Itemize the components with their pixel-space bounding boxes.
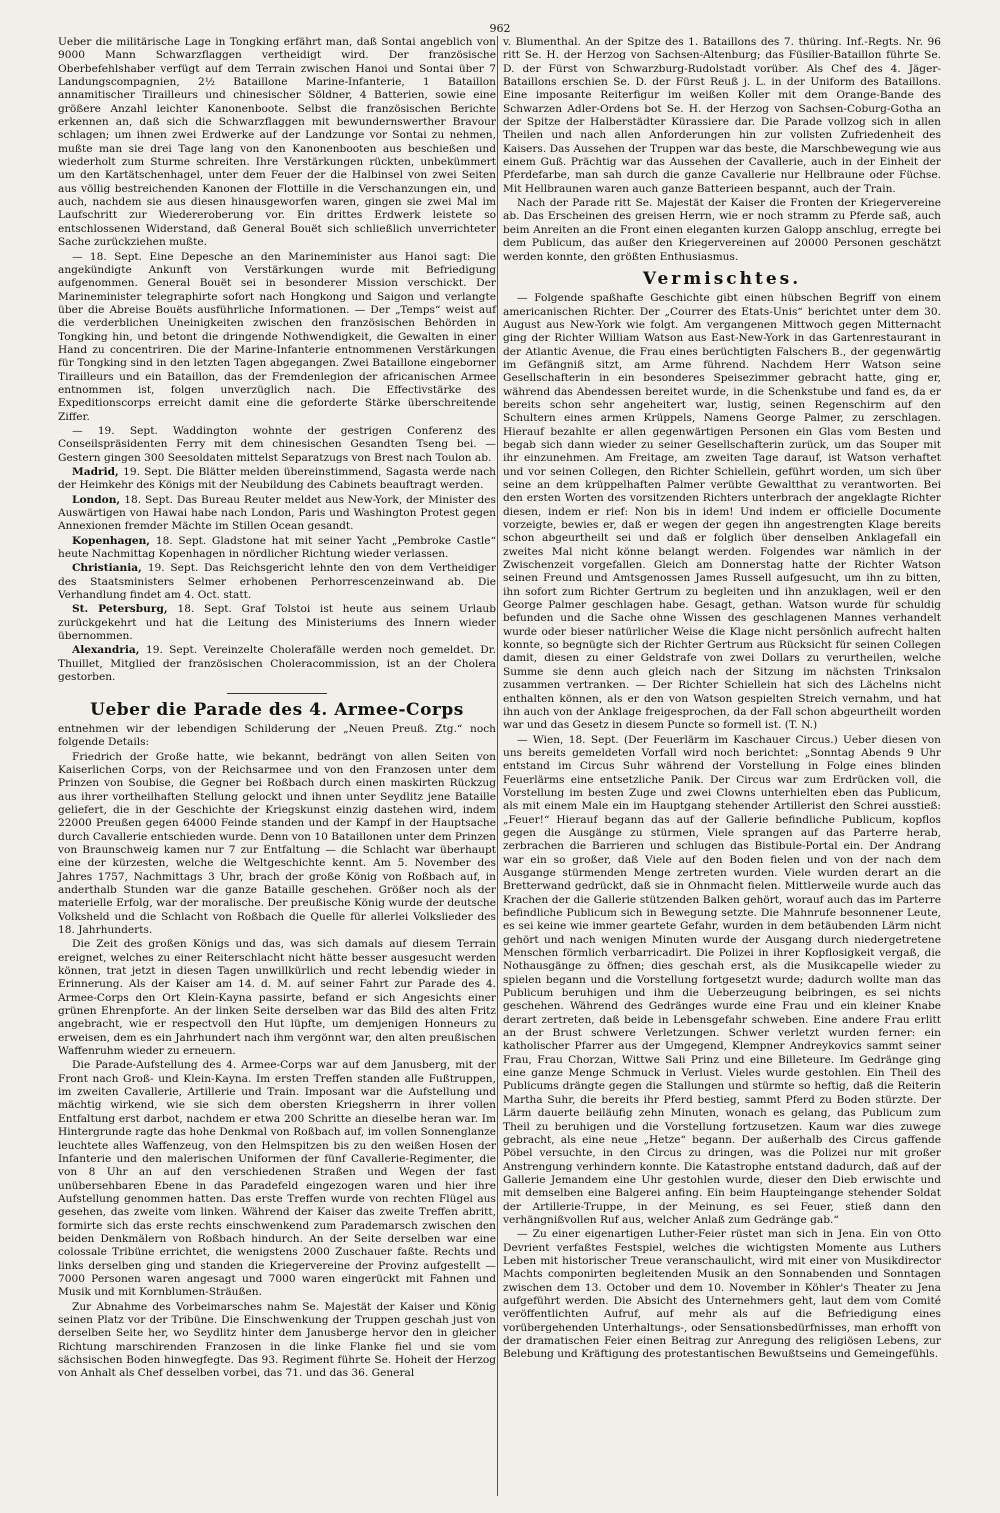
paragraph-text: 19. Sept. Vereinzelte Cholerafälle werden noch gemeldet. Dr. Thuillet, Mitglied der französischen Choleracommission, ist an der Cholera gestorben.	[58, 644, 496, 684]
news-reports	[58, 36, 496, 685]
left-column	[58, 36, 496, 1382]
paragraph-text: 18. Sept. Graf Tolstoi ist heute aus seinem Urlaub zurückgekehrt und hat die Leitung des Ministeriums des Innern wieder übernommen.	[58, 603, 496, 643]
misc-paragraph	[503, 734, 941, 1228]
paragraph-text: — Zu einer eigenartigen Luther-Feier rüstet man sich in Jena. Ein von Otto Devrient verfaßtes Festspiel, welches die wichtigsten Momente aus Luthers Leben mit historischer Treue veranschaulicht, wird mit einer von Musikdirector Machts componirten begleitenden Musik an den Sonnabenden und Sonntagen zwischen dem 13. October und dem 10. November in Köhler's Theater zu Jena aufgeführt werden. Die Absicht des Unternehmers geht, laut dem vom Comité veröffentlichten Aufruf, auf mehr als auf die Befriedigung eines vorübergehenden Unterhaltungs-, oder Sensationsbedürfnisses, man erhofft von der dramatischen Feier einen Beitrag zur Anregung des religiösen Lebens, zur Belebung und Kräftigung des protestantischen Bewußtseins und Gemeingefühls.	[503, 1228, 941, 1361]
paragraph-text: Nach der Parade ritt Se. Majestät der Kaiser die Fronten der Kriegervereine ab. Das Erscheinen des greisen Herrn, wie er noch stramm zu Pferde saß, auch beim Anreiten an die Front einen eleganten kurzen Galopp anschlug, erregte bei dem Publicum, das außer den Kriegervereinen auf 20000 Personen geschätzt werden konnte, den größten Enthusiasmus.	[503, 197, 941, 263]
news-paragraph	[58, 603, 496, 643]
news-paragraph	[58, 494, 496, 534]
paragraph-text: Zur Abnahme des Vorbeimarsches nahm Se. Majestät der Kaiser und König seinen Platz vor der Tribüne. Die Einschwenkung der Truppen geschah just von derselben Seite her, wo Seydlitz hinter dem Janusberge hervor den in gleicher Richtung marschirenden Franzosen in die linke Flanke fiel und sie vom sächsischen Boden hinwegfegte. Das 93. Regiment führte Se. Hoheit der Herzog von Anhalt als Chef desselben vorbei, das 71. und das 36. General	[58, 1300, 496, 1380]
dateline: Christiania,	[72, 562, 148, 575]
column-divider	[497, 36, 498, 1496]
paragraph-text: v. Blumenthal. An der Spitze des 1. Bataillons des 7. thüring. Inf.-Regts. Nr. 96 ritt Se. H. der Herzog von Sachsen-Altenburg; das Füsilier-Bataillon führte Se. D. der Fürst von Schwarzburg-Rudolstadt vorüber. Als Chef des 4. Jäger-Bataillons erschien Se. D. der Fürst Reuß j. L. in der Uniform des Bataillons. Eine imposante Reiterfigur im weißen Koller mit dem Orange-Bande des Schwarzen Adler-Ordens bot Se. H. der Herzog von Sachsen-Coburg-Gotha an der Spitze der Halberstädter Kürassiere dar. Die Parade vollzog sich in allen Theilen und nach allen Anforderungen hin zur vollsten Zufriedenheit des Kaisers. Das Aussehen der Truppen war das beste, die Marschbewegung wie aus einem Guß. Prächtig war das Aussehen der Cavallerie, auch in der Einheit der Pferdefarbe, man sah durch die ganze Cavallerie nur Hellbraune oder Füchse. Mit Hellbraunen waren auch ganze Batterieen bespannt, auch der Train.	[503, 36, 941, 195]
misc-paragraph	[503, 292, 941, 732]
parade-paragraph	[58, 1059, 496, 1299]
parade-paragraph	[58, 938, 496, 1058]
parade-paragraph	[58, 1301, 496, 1381]
paragraph-text: 18. Sept. Gladstone hat mit seiner Yacht „Pembroke Castle“ heute Nachmittag Kopenhagen in nördlicher Richtung wieder verlassen.	[58, 534, 496, 561]
paragraph-text: — Folgende spaßhafte Geschichte gibt einen hübschen Begriff von einem americanischen Richter. Der „Courrer des Etats-Unis“ berichtet unter dem 30. August aus New-York wie folgt. Am vergangenen Mittwoch gegen Mitternacht ging der Richter William Watson aus East-New-York in das Gartenrestaurant in der Atlantic Avenue, die Frau eines berüchtigten Falschers B., der gegenwärtig im Gefängniß sitzt, am Arme führend. Nachdem Herr Watson seine Gesellschafterin in ein besonderes Speisezimmer gebracht hatte, ging er, während das Abendessen bereitet wurde, in die Schenkstube und fand es, da er bereits schon sehr angeheitert war, lustig, seinen Regenschirm auf den Schultern eines armen Krüppels, Namens George Palmer, zu zerschlagen. Hierauf bezahlte er allen gegenwärtigen Personen ein Glas vom Besten und begab sich dann wieder zu seiner Gesellschafterin zurück, um das Souper mit ihr einzunehmen. Am Freitage, am zweiten Tage darauf, ist Watson verhaftet und vor seinen Collegen, den Richter Schiellein, geführt worden, um sich über seine an dem krüppelhaften Palmer verübte Gewaltthat zu verantworten. Bei den ersten Worten des vorsitzenden Richters unterbrach der angeklagte Richter diesen, indem er rief: Non bis in idem! Und indem er officielle Documente vorzeigte, bewies er, daß er wegen der gegen ihn angestrengten Klage bereits schon abgeurtheilt sei und daß er folglich über denselben Anklagefall ein zweites Mal nicht könne belangt werden. Folgendes war nämlich in der Zwischenzeit vorgefallen. Gleich am Donnerstag hatte der Richter Watson seinen Freund und Amtsgenossen James Russell aufgesucht, um ihn zu bitten, ihn sofort zum Richter Gertrum zu begleiten und ihn anzuklagen, weil er den George Palmer geschlagen habe. Gesagt, gethan. Watson wurde für schuldig befunden und die Sache ohne Wissen des geschlagenen Mannes verhandelt wurde oder bieser natürlicher Weise die Klage nicht persönlich aufrecht halten konnte, so begnügte sich der Richter Gertrum aus Rücksicht für seinen Collegen damit, diesen zu einer Geldstrafe von zwei Dollars zu verurtheilen, welche Summe sie denn auch gleich nach der Sitzung im nächsten Trinksalon zusammen vertranken. — Der Richter Schiellein hat sich des Lächelns nicht enthalten können, als er den von Watson gespielten Streich vernahm, und hat ihn auch von der Anklage freigesprochen, da der Fall schon abgeurtheilt worden war und das Gesetz in diesem Puncte so formell ist. (T. N.)	[503, 292, 941, 732]
section-divider	[227, 693, 327, 694]
paragraph-text: 19. Sept. Die Blätter melden übereinstimmend, Sagasta werde nach der Heimkehr des Königs mit der Neubildung des Cabinets beauftragt werden.	[58, 466, 496, 492]
news-paragraph	[58, 562, 496, 602]
news-paragraph	[58, 36, 496, 250]
section-title-parade: Ueber die Parade des 4. Armee-Corps	[90, 699, 464, 720]
news-paragraph	[58, 251, 496, 424]
dateline: Kopenhagen,	[72, 534, 156, 547]
news-paragraph	[58, 466, 496, 493]
parade-paragraph	[58, 723, 496, 750]
paragraph-text: Die Zeit des großen Königs und das, was sich damals auf diesem Terrain ereignet, welches zu einer Reiterschlacht nicht hätte besser ausgesucht werden können, trat jetzt in diesen Tagen unwillkürlich und recht lebendig wieder in Erinnerung. Als der Kaiser am 14. d. M. auf seiner Fahrt zur Parade des 4. Armee-Corps den Ort Klein-Kayna passirte, befand er sich Angesichts einer grünen Ehrenpforte. An der linken Seite derselben war das Bild des alten Fritz angebracht, wie er respectvoll den Hut lüpfte, um demjenigen Honneurs zu erweisen, dem es ein Jahrhundert nach ihm vergönnt war, den alten preußischen Waffenruhm wieder zu erneuern.	[58, 938, 496, 1058]
paragraph-text: entnehmen wir der lebendigen Schilderung der „Neuen Preuß. Ztg.“ noch folgende Details:	[58, 722, 496, 749]
paragraph-text: — 18. Sept. Eine Depesche an den Marineminister aus Hanoi sagt: Die angekündigte Ankunft von Verstärkungen wurde mit Befriedigung aufgenommen. General Bouët sei in besonderer Mission verschickt. Der Marineminister telegraphirte sofort nach Hongkong und Saigon und verlangte über die Abreise Bouëts ausführliche Informationen. — Der „Temps“ weist auf die verderblichen Uneinigkeiten zwischen den französischen Behörden in Tongking hin, und betont die dringende Nothwendigkeit, die Gewalten in einer Hand zu concentriren. Die der Marine-Infanterie entnommenen Verstärkungen für Tongking sind in den letzten Tagen abgegangen. Zwei Bataillone eingeborner Tirailleurs und ein Bataillon, das der Fremdenlegion der africanischen Armee entnommen ist, folgen unverzüglich nach. Die Effectivstärke des Expeditionscorps erreicht damit eine die geforderte Stärke überschreitende Ziffer.	[58, 250, 496, 423]
parade-paragraph	[503, 197, 941, 264]
news-paragraph	[58, 535, 496, 562]
misc-articles	[503, 292, 941, 1362]
paragraph-text: 19. Sept. Das Reichsgericht lehnte den von dem Vertheidiger des Staatsministers Selmer erhobenen Perhorrescenzeinwand ab. Die Verhandlung findet am 4. Oct. statt.	[58, 562, 497, 602]
dateline: London,	[72, 493, 125, 506]
parade-paragraph	[58, 751, 496, 938]
paragraph-text: Die Parade-Aufstellung des 4. Armee-Corps war auf dem Janusberg, mit der Front nach Groß- und Klein-Kayna. Im ersten Treffen standen alle Fußtruppen, im zweiten Cavallerie, Artillerie und Train. Imposant war die Aufstellung und mächtig wirkend, wie sie sich dem obersten Kriegsherrn in ihrer vollen Entfaltung erst darbot, nachdem er etwa 200 Schritte an dieselbe heran war. Im Hintergrunde ragte das hohe Denkmal von Roßbach auf, im vollen Sonnenglanze leuchtete alles Waffenzeug, von den Helmspitzen bis zu den weißen Hosen der Infanterie und den malerischen Uniformen der fünf Cavallerie-Regimenter, die von 8 Uhr an auf den verschiedenen Straßen und Wegen der fast unübersehbaren Ebene in das Paradefeld eingezogen waren und hier ihre Aufstellung genommen hatten. Das erste Treffen wurde von rechten Flügel aus gesehen, das zweite vom linken. Während der Kaiser das zweite Treffen abritt, formirte sich das erste rechts einschwenkend zum Parademarsch zwischen den beiden Denkmälern von Roßbach hindurch. An der Seite derselben war eine colossale Tribüne errichtet, die wenigstens 2000 Zuschauer faßte. Rechts und links derselben ging und standen die Kriegervereine der Provinz aufgestellt — 7000 Personen waren angesagt und 7000 waren eingerückt mit Fahnen und Musik und mit Kornblumen-Sträußen.	[58, 1059, 496, 1299]
page-number: 962	[489, 22, 511, 35]
news-paragraph	[58, 644, 496, 684]
paragraph-text: Friedrich der Große hatte, wie bekannt, bedrängt von allen Seiten von Kaiserlichen Corps, von der Reichsarmee und von den Franzosen unter dem Prinzen von Soubise, die Gegner bei Roßbach durch einen maskirten Rückzug aus ihrer vortheilhaften Stellung gelockt und ihnen unter Seydlitz jene Bataille geliefert, die in der Geschichte der Kriegskunst einzig dastehen wird, indem 22000 Preußen gegen 64000 Feinde standen und der Kampf in der Hauptsache durch Cavallerie entschieden wurde. Denn von 10 Bataillonen unter dem Prinzen von Braunschweig kamen nur 7 zur Entfaltung — die Schlacht war überhaupt eine der kürzesten, welche die Weltgeschichte kennt. Am 5. November des Jahres 1757, Nachmittags 3 Uhr, brach der große König von Roßbach auf, in anderthalb Stunden war die ganze Bataille geschehen. Größer noch als der materielle Erfolg, war der moralische. Der preußische König wurde der deutsche Volksheld und die Schlacht von Roßbach die Quelle für allerlei Volkslieder des 18. Jahrhunderts.	[58, 750, 496, 936]
dateline: St. Petersburg,	[72, 603, 178, 616]
parade-paragraph	[503, 36, 941, 196]
misc-paragraph	[503, 1228, 941, 1361]
dateline: Madrid,	[72, 466, 124, 478]
paragraph-text: Ueber die militärische Lage in Tongking erfährt man, daß Sontai angeblich von 9000 Mann Schwarzflaggen vertheidigt wird. Der französische Oberbefehlshaber verfügt auf dem Terrain zwischen Hanoi und Sontai über 7 Landungscompagnien, 2½ Bataillone Marine-Infanterie, 1 Bataillon annamitischer Tirailleurs und chinesischer Söldner, 4 Batterien, sowie eine größere Anzahl leichter Kanonenboote. Selbst die französischen Berichte erkennen an, daß sich die Schwarzflaggen mit bewundernswerther Bravour schlagen; um ihnen zwei Erdwerke auf der Landzunge vor Sontai zu nehmen, mußte man sie drei Tage lang von den Kanonenbooten aus beschießen und wiederholt zum Sturme schreiten. Ihre Verstärkungen rückten, unbekümmert um den Kartätschenhagel, unter dem Feuer der die Halbinsel von zwei Seiten aus völlig bestreichenden Kanonen der Flottille in die Verschanzungen ein, und auch, nachdem sie aus diesen hinausgeworfen waren, gingen sie zwei Mal im Laufschritt zur Wiedereroberung vor. Ein drittes Erdwerk leistete so entschlossenen Widerstand, daß General Bouët sich schließlich unverrichteter Sache zurückziehen mußte.	[58, 36, 496, 249]
news-paragraph	[58, 425, 496, 465]
dateline: Alexandria,	[72, 644, 147, 657]
parade-article-continued	[503, 36, 941, 264]
right-column	[503, 36, 941, 1363]
paragraph-text: — Wien, 18. Sept. (Der Feuerlärm im Kaschauer Circus.) Ueber diesen von uns bereits gemeldeten Vorfall wird noch berichtet: „Sonntag Abends 9 Uhr entstand im Circus Suhr während der Vorstellung in Folge eines blinden Feuerlärms eine entsetzliche Panik. Der Circus war zum Erdrücken voll, die Vorstellung im besten Zuge und zwei Clowns unterhielten eben das Publicum, als mit einem Male ein im Hauptgang stehender Artillerist den Schrei ausstieß: „Feuer!“ Hierauf begann das auf der Gallerie befindliche Publicum, kopflos gegen die Ausgänge zu stürmen, Viele sprangen auf das Parterre herab, zerbrachen die Barrieren und schlugen das Bistibule-Portal ein. Der Andrang war ein so großer, daß Viele auf den Boden fielen und von der nach dem Ausgange stürmenden Menge zertreten wurden. Viele wurden derart an die Bretterwand gedrückt, daß sie in Ohnmacht fielen. Mittlerweile wurde auch das Krachen der die Gallerie stützenden Balken gehört, worauf auch das im Parterre befindliche Publicum sich in Bewegung setzte. Die Mahnrufe besonnener Leute, es sei keine wie immer geartete Gefahr, wurden in dem betäubenden Lärm nicht gehört und nach wenigen Minuten wurde der Ausgang durch niedergetretene Menschen förmlich verbarricadirt. Die Polizei in ihrer Kopflosigkeit vergaß, die Nothausgänge zu öffnen; dies geschah erst, als die Musikcapelle wieder zu spielen begann und die Vorstellung fortgesetzt wurde; dadurch wollte man das Publicum beruhigen und ihm die Ueberzeugung beibringen, es sei nichts geschehen. Während des Gedränges wurde eine Frau und ein kleiner Knabe derart zertreten, daß beide in Lebensgefahr schweben. Eine andere Frau erlitt an der Brust schwere Verletzungen. Schwer verletzt wurden ferner: ein katholischer Pfarrer aus der Umgegend, Klempner Andreykovics sammt seiner Frau, Frau Chorzan, Wittwe Sali Prinz und eine Billeteure. Im Gedränge ging eine ganze Menge Schmuck in Verlust. Vieles wurde gestohlen. Ein Theil des Publicums drängte gegen die Stallungen und stürmte so heftig, daß die Reiterin Martha Suhr, die bereits ihr Pferd bestieg, sammt Pferd zu Boden stürzte. Der Lärm dauerte beiläufig zehn Minuten, wonach es gelang, das Publicum zum Theil zu beruhigen und die Vorstellung fortzusetzen. Kaum war dies zuwege gebracht, als eine neue „Hetze“ begann. Der außerhalb des Circus gaffende Pöbel versuchte, in den Circus zu dringen, was die Polizei nur mit großer Anstrengung verhindern konnte. Die Katastrophe entstand dadurch, daß auf der Gallerie Jemandem eine Uhr gestohlen wurde, dieser den Dieb erwischte und mit demselben eine Balgerei anfing. Ein beim Haupteingange stehender Soldat der Artillerie-Truppe, in der Meinung, es sei Feuer, stieß dann den verhängnißvollen Ruf aus, welcher Anlaß zum Gedränge gab.“	[503, 733, 941, 1226]
paragraph-text: — 19. Sept. Waddington wohnte der gestrigen Conferenz des Conseilspräsidenten Ferry mit dem chinesischen Gesandten Tseng bei. — Gestern gingen 300 Seesoldaten mittelst Separatzugs von Brest nach Toulon ab.	[58, 424, 496, 464]
paragraph-text: 18. Sept. Das Bureau Reuter meldet aus New-York, der Minister des Auswärtigen von Hawai habe nach London, Paris und Washington Protest gegen Annexionen fremder Mächte im Stillen Ocean gesandt.	[58, 493, 496, 533]
section-title-misc: Vermischtes.	[642, 268, 802, 289]
parade-article	[58, 723, 496, 1381]
